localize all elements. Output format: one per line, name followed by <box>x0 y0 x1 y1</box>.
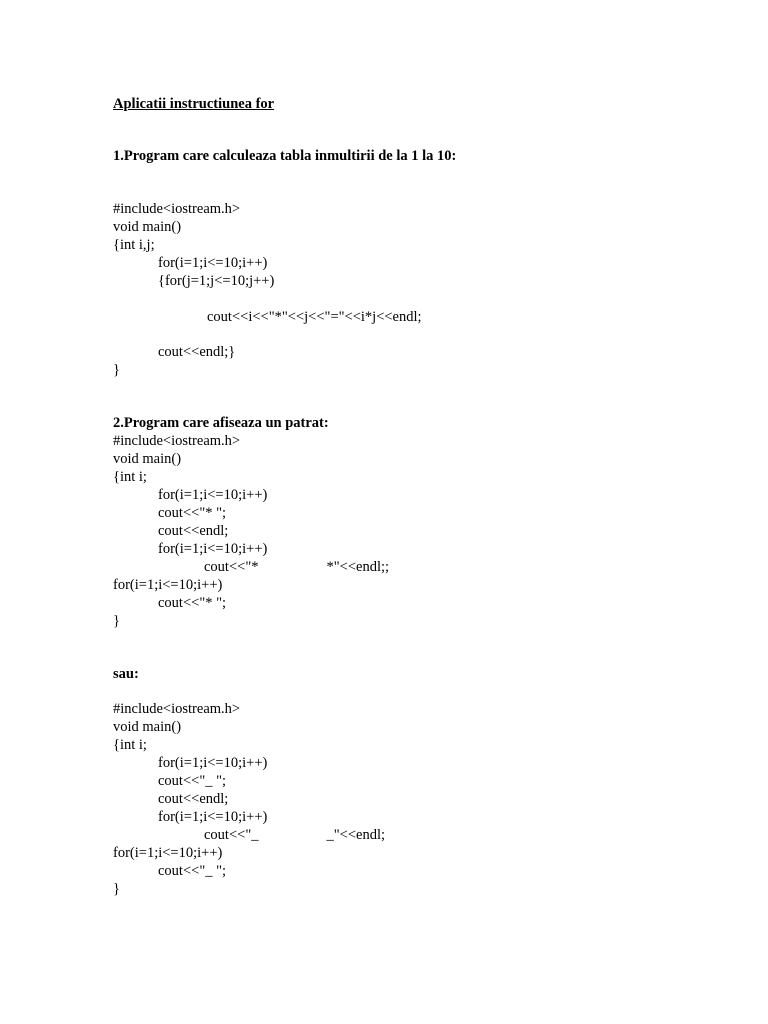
code-line <box>204 826 385 844</box>
code-line: cout<<endl; <box>158 523 229 539</box>
code-fragment: cout<<"* <box>204 559 259 575</box>
code-line <box>204 558 389 576</box>
code-line: #include<iostream.h> <box>113 433 241 449</box>
code-line: cout<<"_ "; <box>158 863 227 879</box>
code-line: for(i=1;i<=10;i++) <box>113 577 223 593</box>
code-line: void main() <box>113 719 182 735</box>
code-line: for(i=1;i<=10;i++) <box>158 541 268 557</box>
code-line: {int i; <box>113 469 147 485</box>
code-line: cout<<endl;} <box>158 344 236 360</box>
document-title: Aplicatii instructiunea for <box>113 96 275 112</box>
section-3-heading: sau: <box>113 666 139 682</box>
code-line: #include<iostream.h> <box>113 201 241 217</box>
code-fragment: *"<<endl;; <box>326 559 390 575</box>
section-1-heading: 1.Program care calculeaza tabla inmultirii de la 1 la 10: <box>113 148 457 164</box>
code-line: void main() <box>113 451 182 467</box>
code-line: cout<<"* "; <box>158 505 227 521</box>
code-line: #include<iostream.h> <box>113 701 241 717</box>
code-line: void main() <box>113 219 182 235</box>
code-line: cout<<"_ "; <box>158 773 227 789</box>
code-line: {for(j=1;j<=10;j++) <box>158 273 275 289</box>
code-line: for(i=1;i<=10;i++) <box>158 755 268 771</box>
code-line: } <box>113 881 120 897</box>
code-line: {int i,j; <box>113 237 155 253</box>
code-line: for(i=1;i<=10;i++) <box>158 809 268 825</box>
code-line: for(i=1;i<=10;i++) <box>158 487 268 503</box>
code-line: cout<<endl; <box>158 791 229 807</box>
code-fragment: cout<<"_ <box>204 827 259 843</box>
code-fragment: _"<<endl; <box>326 827 386 843</box>
section-2-heading: 2.Program care afiseaza un patrat: <box>113 415 329 431</box>
code-line: for(i=1;i<=10;i++) <box>158 255 268 271</box>
code-line: cout<<i<<"*"<<j<<"="<<i*j<<endl; <box>207 309 422 325</box>
code-line: for(i=1;i<=10;i++) <box>113 845 223 861</box>
code-line: {int i; <box>113 737 147 753</box>
code-line: } <box>113 362 120 378</box>
code-line: cout<<"* "; <box>158 595 227 611</box>
code-line: } <box>113 613 120 629</box>
